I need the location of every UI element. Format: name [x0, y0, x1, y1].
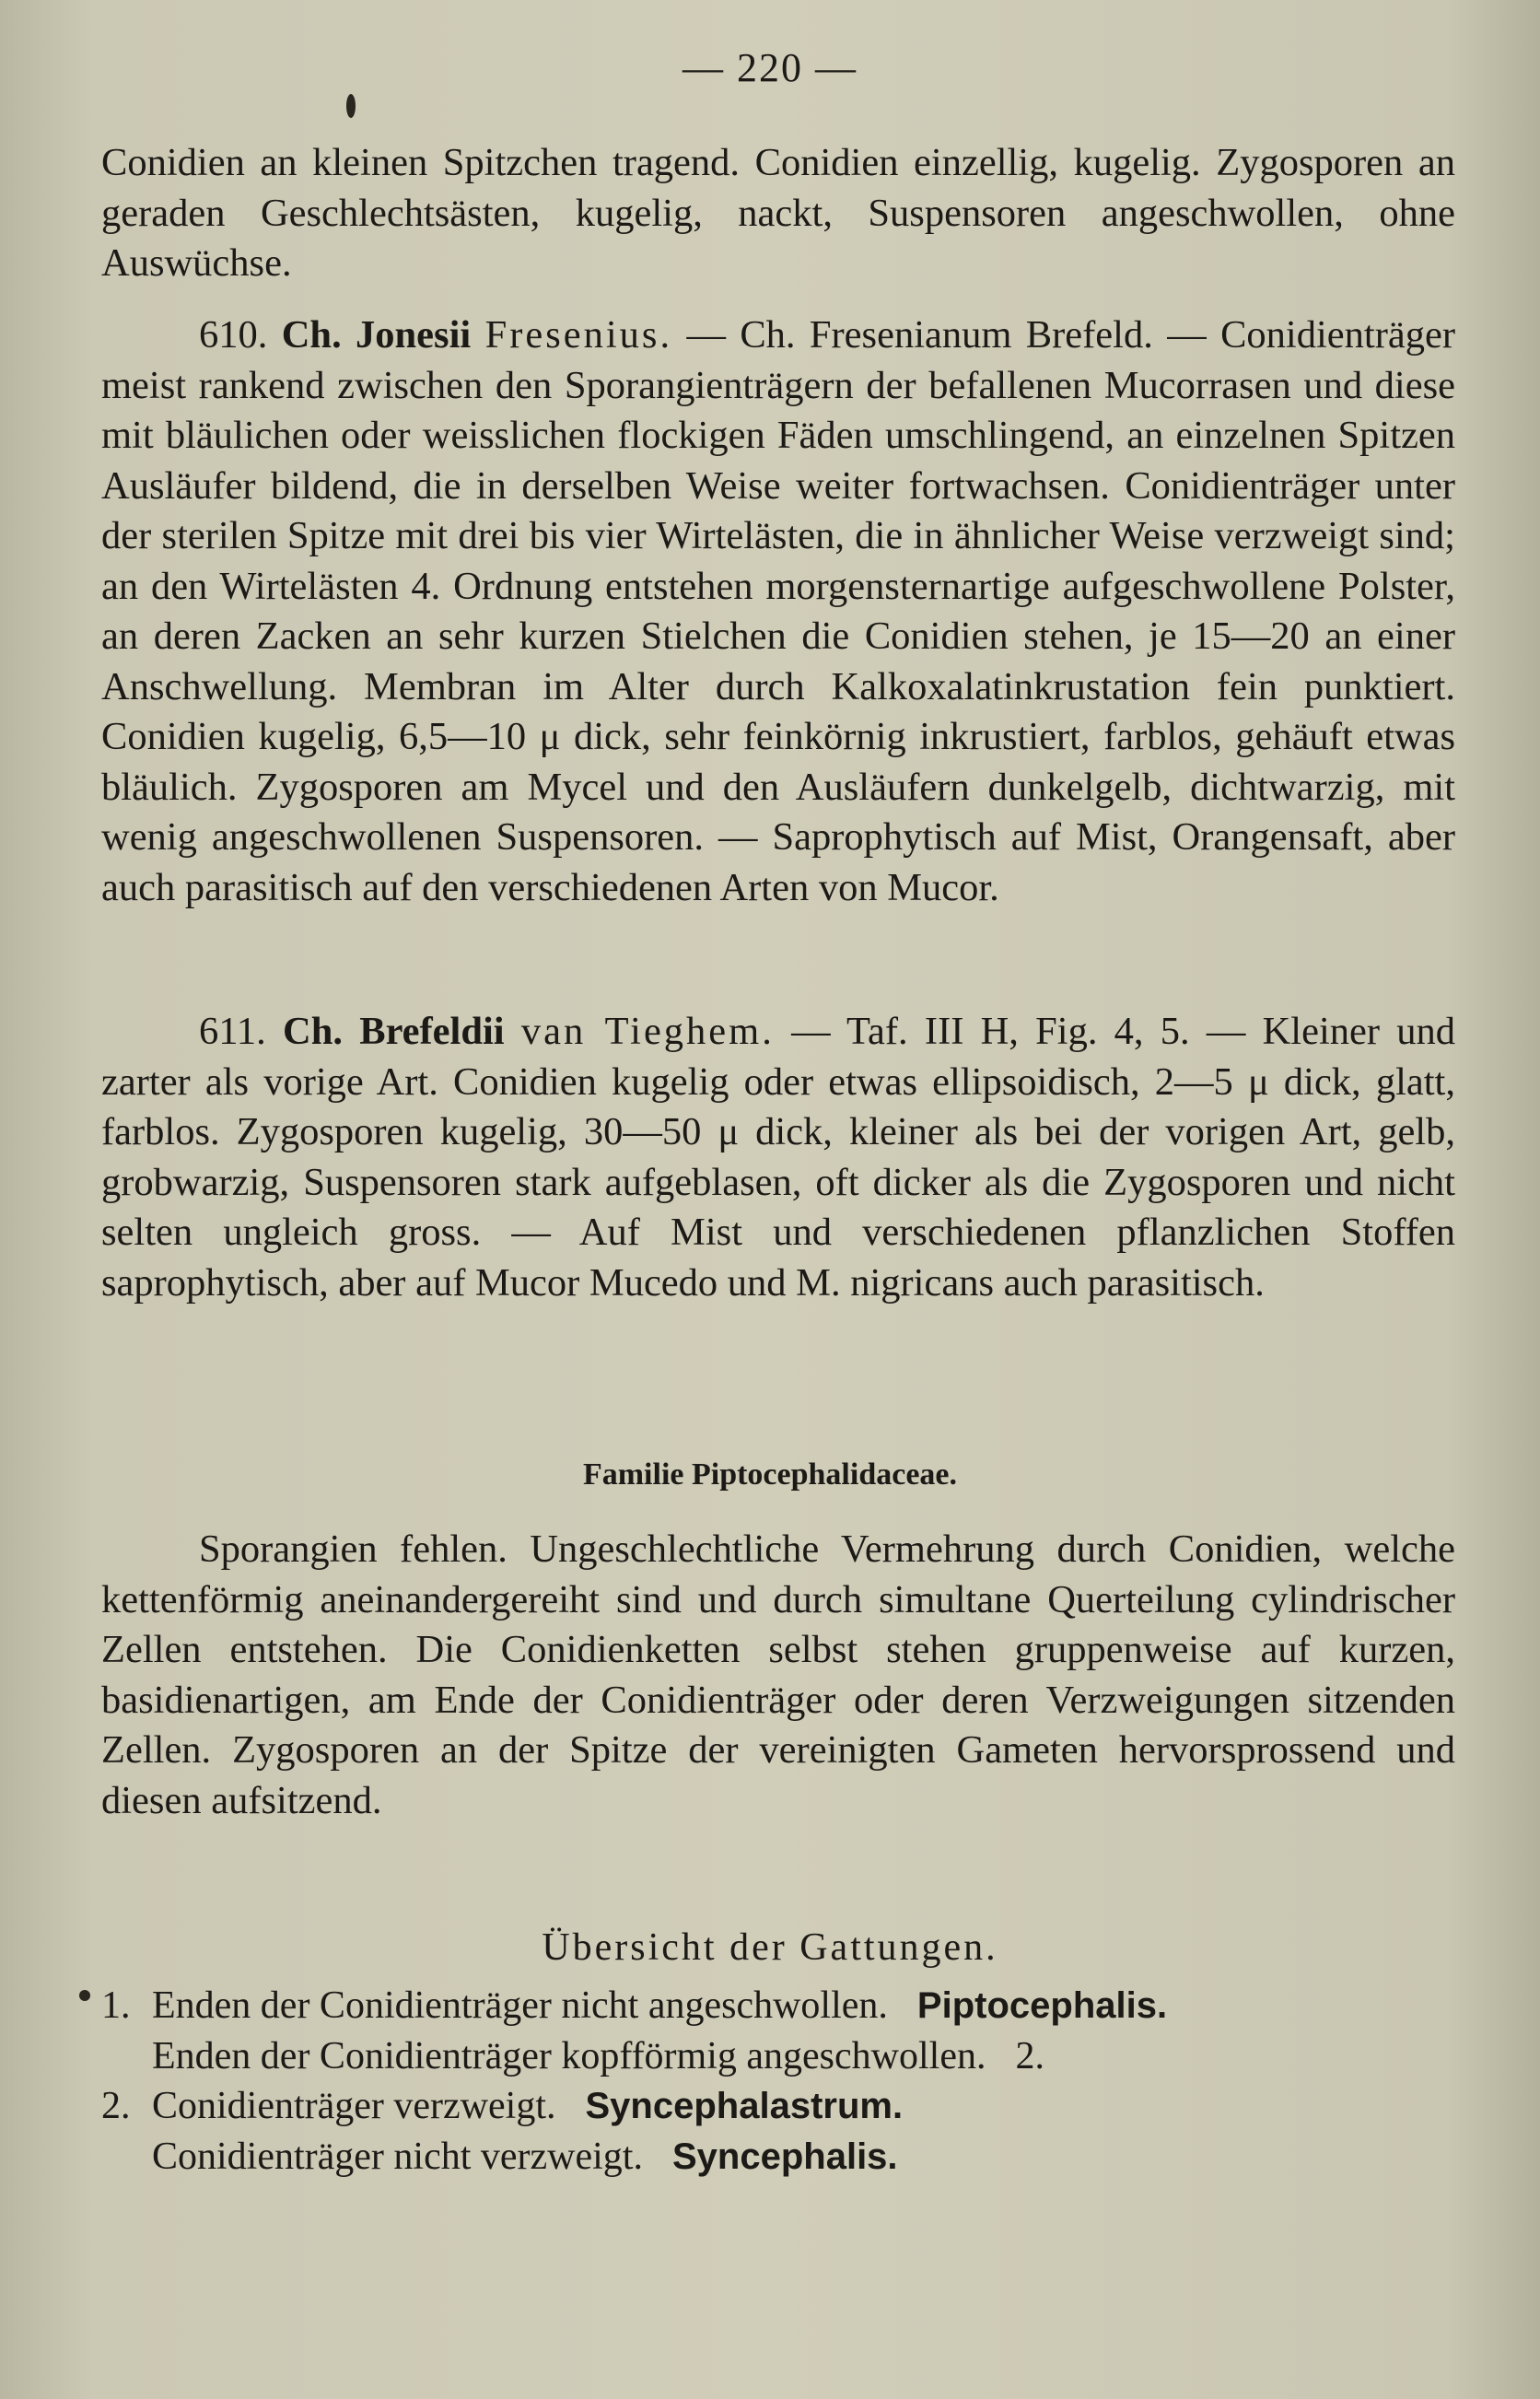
- page-number: — 220 —: [682, 45, 858, 90]
- family-heading: Familie Piptocephalidaceae.: [582, 1457, 958, 1492]
- family-description: [101, 1525, 1455, 1826]
- entry-610: [101, 310, 1455, 913]
- key-result-couplet: 2.: [1015, 2034, 1044, 2077]
- key-row: [101, 1981, 1455, 2031]
- entry-number: 611.: [199, 1010, 266, 1053]
- ink-speck: [79, 1990, 90, 2001]
- species-name: Ch. Brefeldii: [283, 1010, 505, 1053]
- key-lead: Conidienträger verzweigt.: [152, 2085, 556, 2127]
- continued-description: [101, 138, 1455, 289]
- species-author: van Tieghem.: [520, 1010, 775, 1053]
- species-name: Ch. Jonesii: [281, 313, 472, 357]
- key-row: [101, 2132, 1455, 2183]
- key-result-genus: Syncephalis.: [671, 2136, 898, 2177]
- key-row: [101, 2031, 1455, 2082]
- family-description-text: Sporangien fehlen. Ungeschlechtliche Vermehrung durch Conidien, welche kettenförmig aneinandergereiht sind und durch simultane Querteilung cylindrischer Zellen entstehen. Die Conidienketten selbst stehen gruppenweise auf kurzen, basidienartigen, am Ende der Conidienträger oder deren Verzweigungen sitzenden Zellen. Zygosporen an der Spitze der vereinigten Gameten hervorsprossend und diesen aufsitzend.: [101, 1527, 1455, 1822]
- overview-title: Übersicht der Gattungen.: [542, 1926, 998, 1969]
- key-number: 2.: [101, 2085, 131, 2127]
- species-author: Fresenius.: [484, 313, 673, 357]
- key-result-genus: Syncephalastrum.: [585, 2086, 904, 2126]
- genus-key: [101, 1981, 1455, 2182]
- key-lead: Conidienträger nicht verzweigt.: [152, 2135, 643, 2178]
- key-row: [101, 2081, 1455, 2132]
- species-description: — Ch. Fresenianum Brefeld. — Conidienträger meist rankend zwischen den Sporangienträgern der befallenen Mucorrasen und diese mit bläulichen oder weisslichen flockigen Fäden umschlingend, an einzelnen Spitzen Ausläufer bildend, die in derselben Weise weiter fortwachsen. Conidienträger unter der sterilen Spitze mit drei bis vier Wirtelästen, die in ähnlicher Weise verzweigt sind; an den Wirtelästen 4. Ordnung entstehen morgensternartige aufgeschwollene Polster, an deren Zacken an sehr kurzen Stielchen die Conidien stehen, je 15—20 an einer Anschwellung. Membran im Alter durch Kalkoxalatinkrustation fein punktiert. Conidien kugelig, 6,5—10 μ dick, sehr feinkörnig inkrustiert, farblos, gehäuft etwas bläulich. Zygosporen am Mycel und den Ausläufern dunkelgelb, dichtwarzig, mit wenig angeschwollenen Suspensoren. — Saprophytisch auf Mist, Orangensaft, aber auch parasitisch auf den verschiedenen Arten von Mucor.: [101, 313, 1455, 909]
- ink-speck: [346, 94, 356, 118]
- key-result-genus: Piptocephalis.: [916, 1985, 1168, 2026]
- entry-611: [101, 1007, 1455, 1308]
- key-lead: Enden der Conidienträger nicht angeschwollen.: [152, 1984, 888, 2027]
- top-paragraph: Conidien an kleinen Spitzchen tragend. Conidien einzellig, kugelig. Zygosporen an geraden Geschlechtsästen, kugelig, nackt, Suspensoren angeschwollen, ohne Auswüchse.: [101, 141, 1455, 285]
- species-description: — Taf. III H, Fig. 4, 5. — Kleiner und zarter als vorige Art. Conidien kugelig oder etwas ellipsoidisch, 2—5 μ dick, glatt, farblos. Zygosporen kugelig, 30—50 μ dick, kleiner als bei der vorigen Art, gelb, grobwarzig, Suspensoren stark aufgeblasen, oft dicker als die Zygosporen und nicht selten ungleich gross. — Auf Mist und verschiedenen pflanzlichen Stoffen saprophytisch, aber auf Mucor Mucedo und M. nigricans auch parasitisch.: [101, 1010, 1456, 1305]
- key-lead: Enden der Conidienträger kopfförmig angeschwollen.: [152, 2034, 986, 2077]
- entry-number: 610.: [199, 313, 268, 357]
- key-number: 1.: [101, 1984, 131, 2027]
